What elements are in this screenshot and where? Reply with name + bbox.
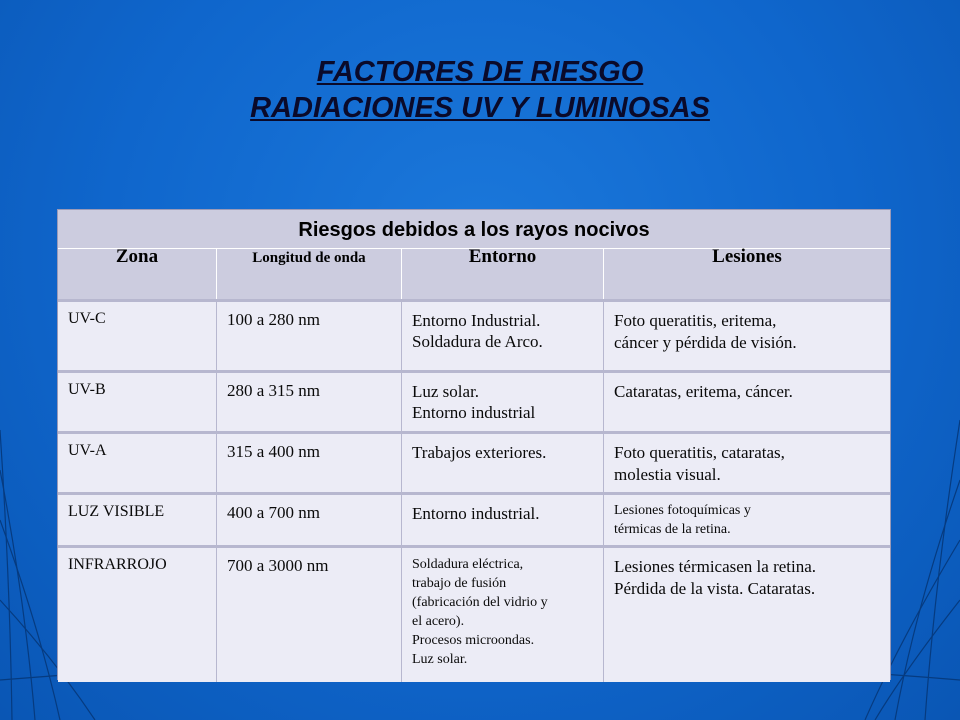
cell-lesiones	[604, 495, 890, 545]
cell-entorno	[402, 495, 604, 545]
entorno-line: Trabajos exteriores.	[412, 443, 547, 462]
cell-entorno	[402, 434, 604, 492]
entorno-line: Entorno Industrial.	[412, 311, 541, 330]
cell-longitud: 100 a 280 nm	[217, 302, 402, 370]
lesiones-line: Lesiones térmicasen la retina.	[614, 557, 817, 576]
lesiones-line: Pérdida de la vista. Cataratas.	[614, 579, 816, 598]
cell-longitud: 400 a 700 nm	[217, 495, 402, 545]
title-line-2: RADIACIONES UV Y LUMINOSAS	[250, 92, 710, 124]
entorno-line: (fabricación del vidrio y	[412, 595, 548, 610]
header-longitud-label: Longitud de onda	[252, 250, 366, 266]
header-entorno	[402, 248, 604, 300]
cell-zona: UV-C	[58, 302, 217, 370]
header-entorno-label: Entorno	[468, 246, 537, 267]
lesiones-line: térmicas de la retina.	[614, 522, 731, 537]
table-row	[58, 370, 890, 431]
cell-lesiones	[604, 302, 890, 370]
header-longitud	[217, 248, 402, 300]
entorno-line: Procesos microondas.	[412, 633, 535, 648]
lesiones-line: Cataratas, eritema, cáncer.	[614, 382, 793, 401]
entorno-line: trabajo de fusión	[412, 576, 507, 591]
cell-zona: INFRARROJO	[58, 548, 217, 682]
cell-lesiones	[604, 434, 890, 492]
header-zona	[58, 248, 217, 300]
slide-title	[0, 54, 960, 126]
lesiones-line: Foto queratitis, cataratas,	[614, 443, 785, 462]
table-row	[58, 431, 890, 492]
cell-entorno	[402, 302, 604, 370]
entorno-line: Entorno industrial	[412, 403, 536, 422]
entorno-line: Luz solar.	[412, 652, 468, 667]
entorno-line: Soldadura eléctrica,	[412, 557, 524, 572]
cell-lesiones	[604, 373, 890, 431]
entorno-line: Entorno industrial.	[412, 504, 540, 523]
cell-zona: UV-A	[58, 434, 217, 492]
header-lesiones	[604, 248, 890, 300]
title-line-1: FACTORES DE RIESGO	[316, 56, 644, 88]
risk-table	[57, 209, 891, 680]
table-row	[58, 545, 890, 682]
entorno-line: Luz solar.	[412, 382, 480, 401]
cell-zona: UV-B	[58, 373, 217, 431]
entorno-line: Soldadura de Arco.	[412, 332, 543, 351]
lesiones-line: molestia visual.	[614, 465, 721, 484]
header-zona-label: Zona	[115, 246, 159, 267]
cell-longitud: 700 a 3000 nm	[217, 548, 402, 682]
lesiones-line: cáncer y pérdida de visión.	[614, 333, 797, 352]
cell-lesiones	[604, 548, 890, 682]
header-lesiones-label: Lesiones	[712, 246, 782, 267]
table-row	[58, 492, 890, 545]
cell-longitud: 280 a 315 nm	[217, 373, 402, 431]
cell-longitud: 315 a 400 nm	[217, 434, 402, 492]
cell-entorno	[402, 373, 604, 431]
entorno-line: el acero).	[412, 614, 465, 629]
cell-entorno	[402, 548, 604, 682]
table-caption: Riesgos debidos a los rayos nocivos	[58, 210, 890, 249]
lesiones-line: Foto queratitis, eritema,	[614, 311, 777, 330]
lesiones-line: Lesiones fotoquímicas y	[614, 503, 751, 518]
cell-zona: LUZ VISIBLE	[58, 495, 217, 545]
table-row	[58, 299, 890, 370]
